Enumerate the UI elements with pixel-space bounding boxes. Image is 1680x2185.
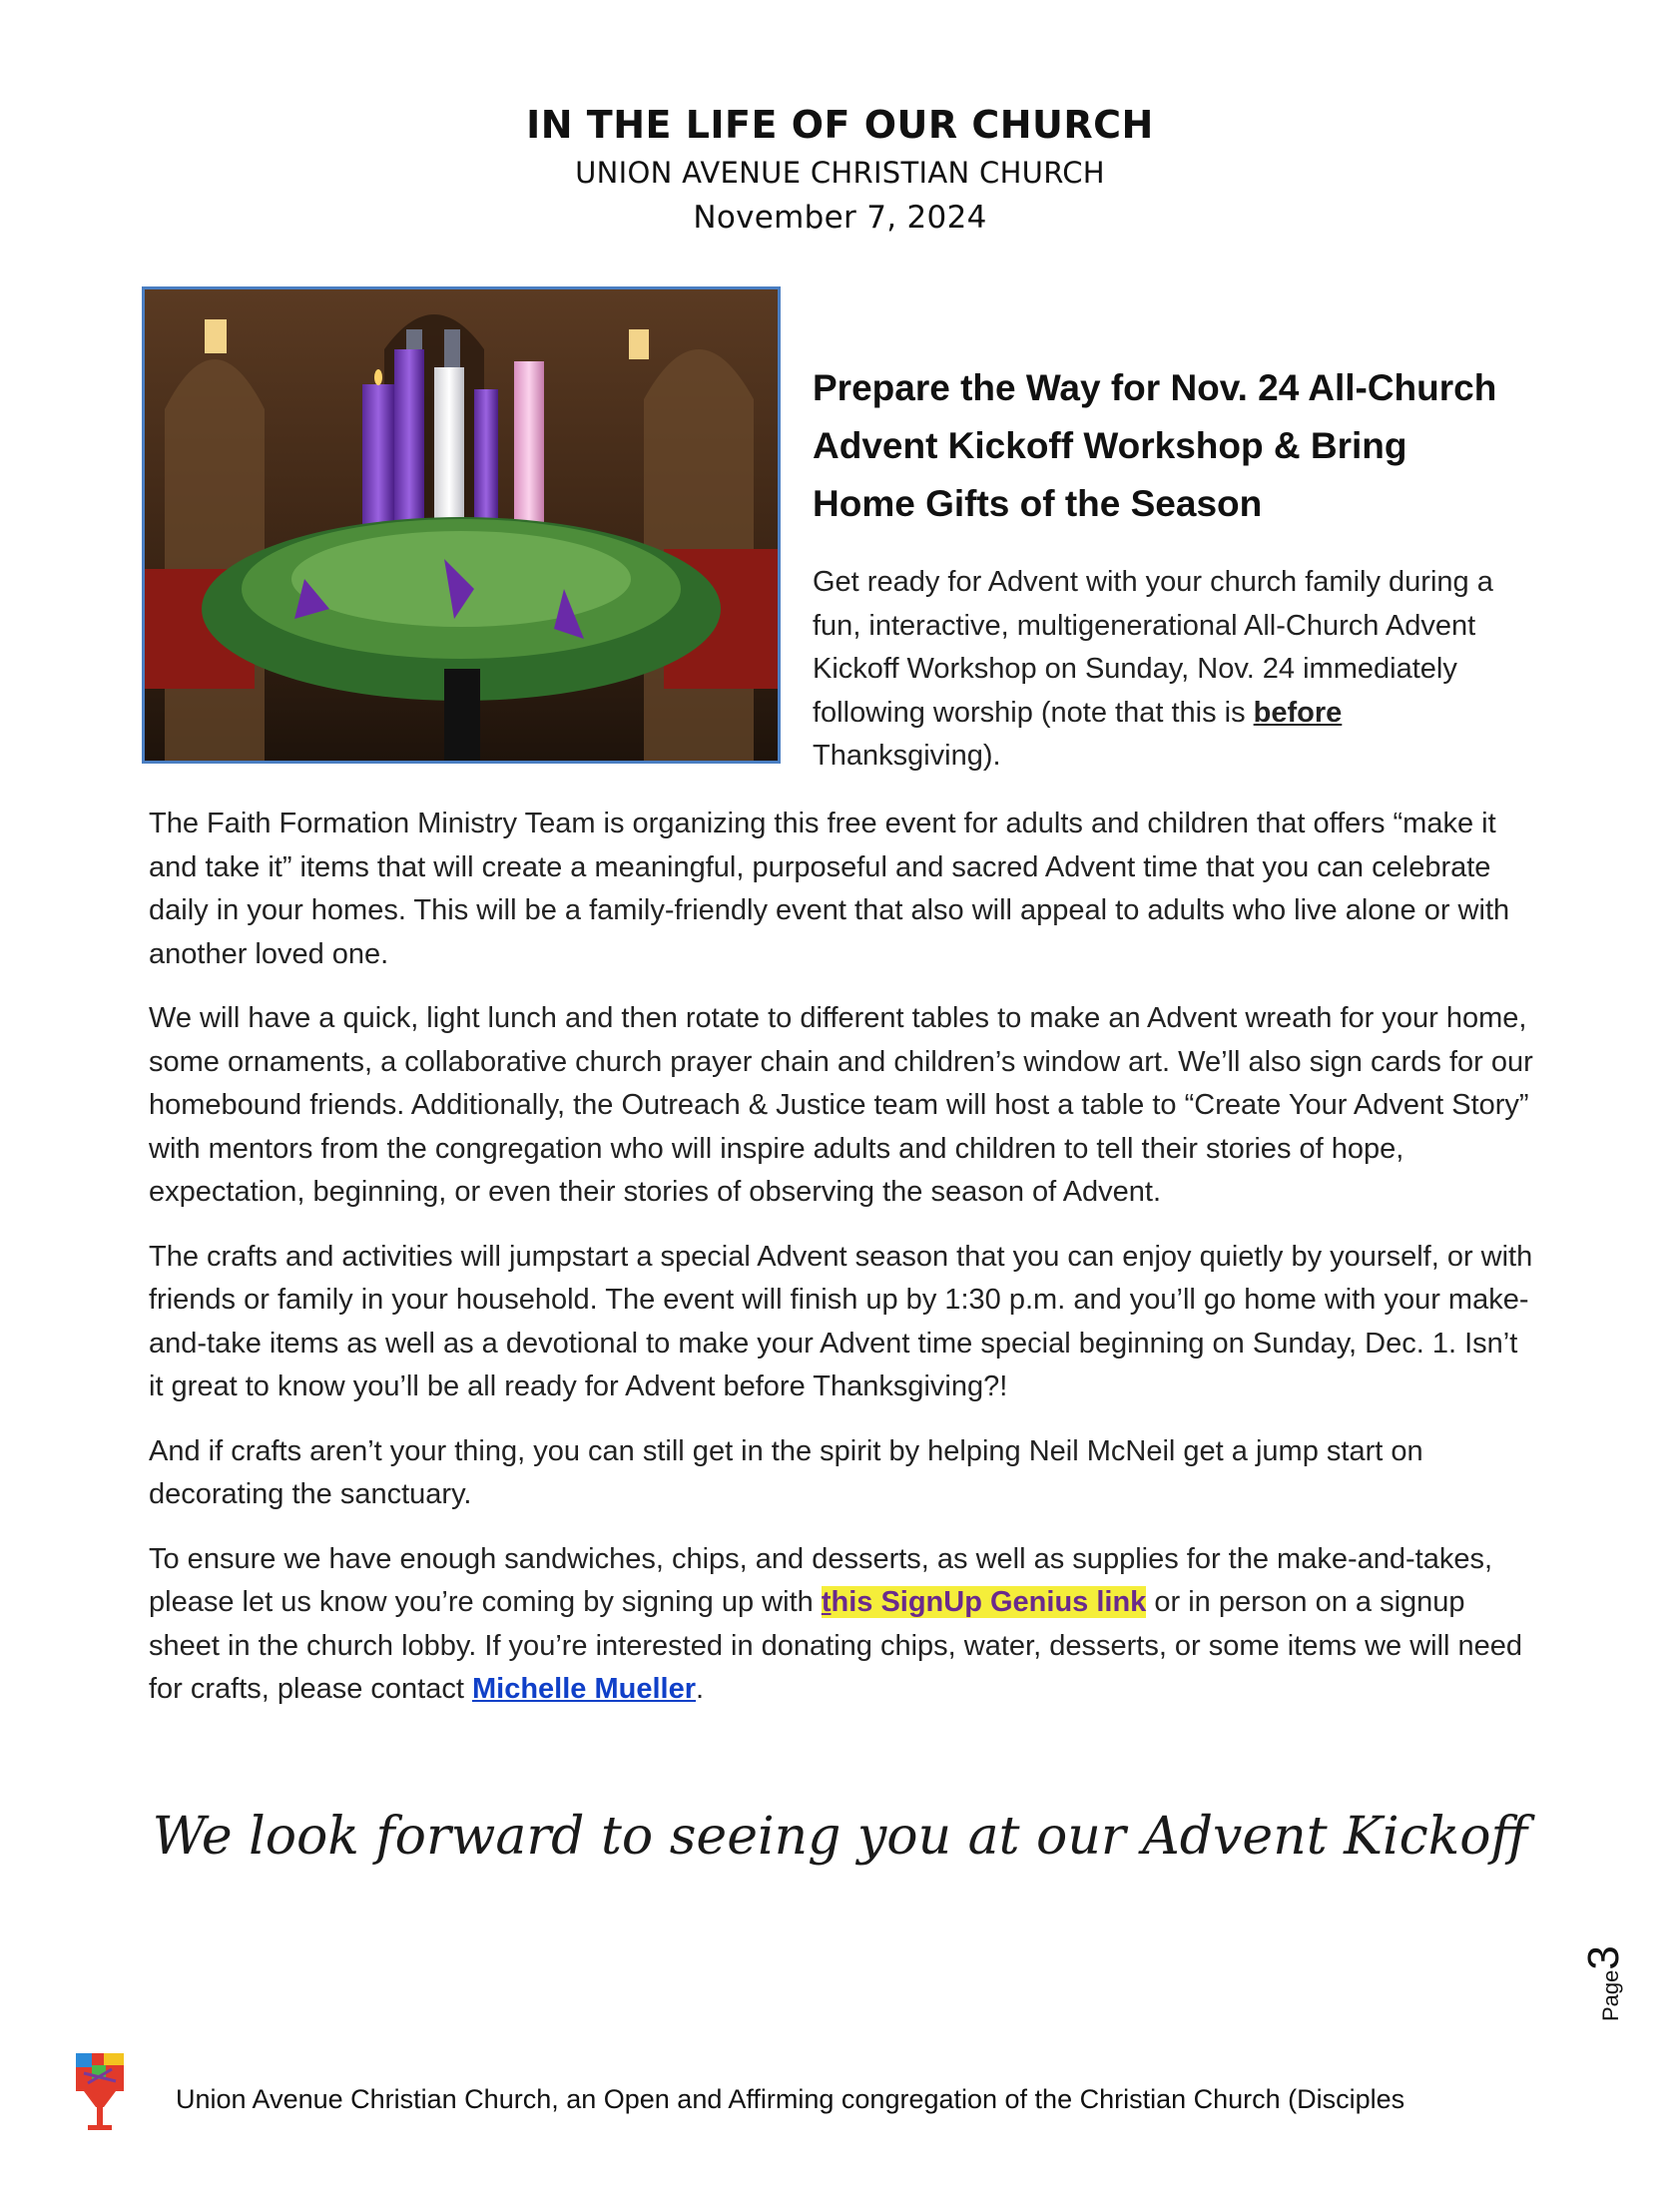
signup-genius-link[interactable]: [822, 1586, 1147, 1618]
page-digit: 3: [1579, 1945, 1628, 1970]
intro-text-end: Thanksgiving).: [813, 740, 1001, 772]
contact-link[interactable]: Michelle Mueller: [471, 1673, 696, 1705]
paragraph-signup: [149, 1538, 1536, 1712]
article-title: Prepare the Way for Nov. 24 All-Church Advent Kickoff Workshop & Bring Home Gifts of the Season: [813, 367, 1497, 524]
footer-text: Union Avenue Christian Church, an Open and Affirming congregation of the Christian Church (Disciples: [176, 2084, 1405, 2114]
paragraph-decorating: And if crafts aren’t your thing, you can still get in the spirit by helping Neil McNeil get a jump start on decorating the sanctuary.: [149, 1434, 1423, 1510]
page-label: Page: [1598, 1969, 1623, 2021]
signup-text: To ensure we have enough sandwiches, chips, and desserts, as well as supplies for the make-and-takes, please let us know you’re coming by signing up with: [149, 1542, 1493, 1618]
chalice-logo-icon: [74, 2051, 126, 2133]
paragraph-activities: We will have a quick, light lunch and then rotate to different tables to make an Advent wreath for your home, some ornaments, a collaborative church prayer chain and children’s window art. We’ll also sign cards for our homebound friends. Additionally, the Outreach & Justice team will host a table to “Create Your Advent Story” with mentors from the congregation who will inspire adults and children to tell their stories of hope, expectation, beginning, or even their stories of observing the season of Advent.: [149, 1002, 1533, 1208]
advent-wreath-illustration: [145, 289, 778, 761]
closing-line: We look forward to seeing you at our Advent Kickoff: [152, 1807, 1528, 1867]
paragraph-crafts: The crafts and activities will jumpstart a special Advent season that you can enjoy quietly by yourself, or with friends or family in your household. The event will finish up by 1:30 p.m. and you’ll go home with your make-and-take items as well as a devotional to make your Advent time special beginning on Sunday, Dec. 1. Isn’t it great to know you’ll be all ready for Advent before Thanksgiving?!: [149, 1240, 1533, 1402]
paragraph-faith-formation: The Faith Formation Ministry Team is organizing this free event for adults and children that offers “make it and take it” items that will create a meaningful, purposeful and sacred Advent time that you can celebrate daily in your homes. This will be a family-friendly event that also will appeal to adults who live alone or with another loved one.: [149, 808, 1510, 970]
issue-date: November 7, 2024: [693, 200, 987, 236]
signup-link-first-letter: t: [821, 1586, 832, 1618]
intro-text: Get ready for Advent with your church family during a fun, interactive, multigenerational All-Church Advent Kickoff Workshop on Sunday, Nov. 24 immediately following worship (note that this is: [813, 566, 1493, 729]
newsletter-title: IN THE LIFE OF OUR CHURCH: [526, 103, 1154, 147]
advent-wreath-photo: [142, 286, 781, 764]
signup-text-end: .: [696, 1673, 705, 1705]
article-body: [149, 803, 1536, 1733]
intro-paragraph: [813, 561, 1531, 779]
signup-link-text: his SignUp Genius link: [831, 1586, 1147, 1618]
church-name: UNION AVENUE CHRISTIAN CHURCH: [575, 156, 1105, 190]
page-number: [1579, 1921, 1669, 2031]
signup-text-middle: or in person on a signup sheet in the church lobby. If you’re interested in donating chips, water, desserts, or some items we will need for crafts, please contact: [149, 1586, 1523, 1705]
before-emphasis: before: [1253, 696, 1343, 729]
